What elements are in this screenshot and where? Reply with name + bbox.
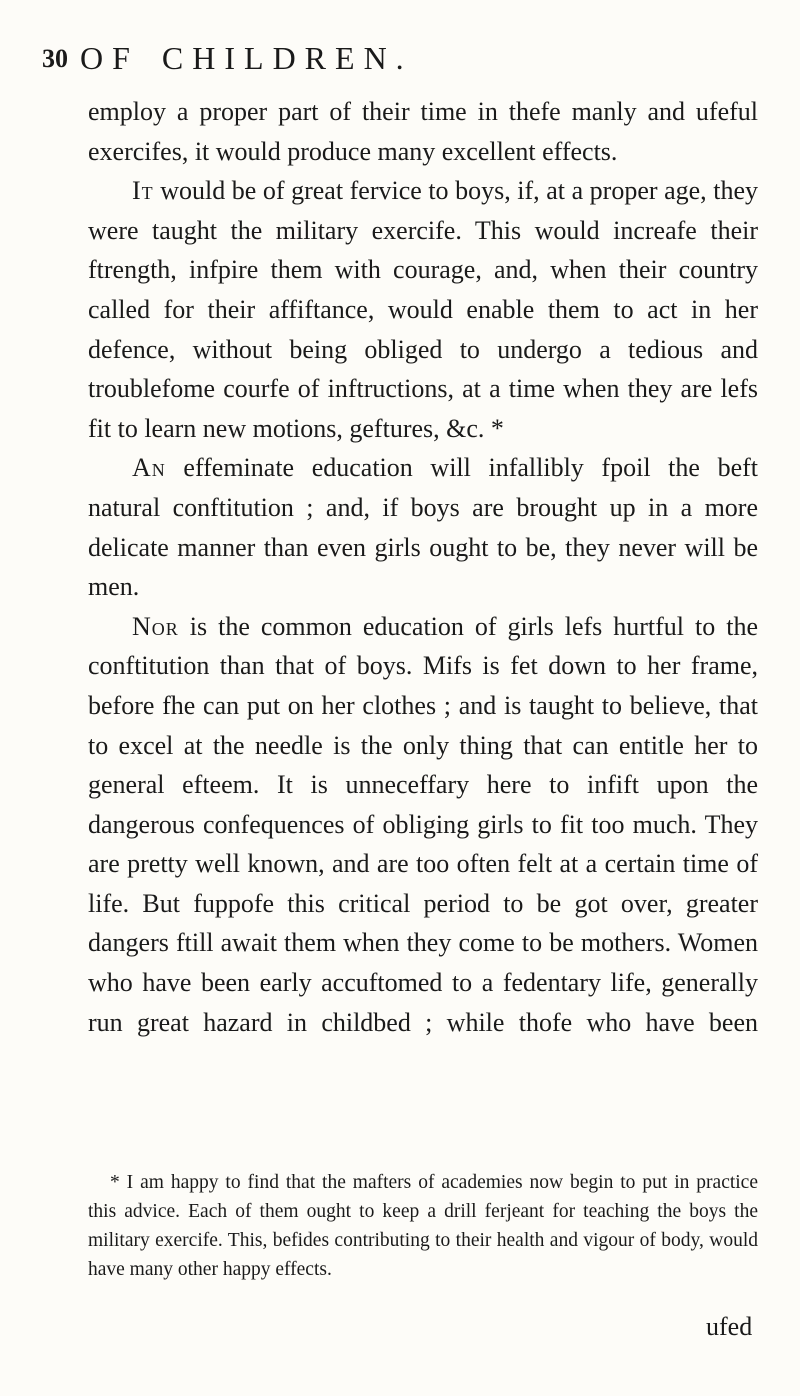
paragraph-text: is the common education of girls lefs hurtful to the conftitution than that of boys. Mifs is fet down to her frame, before fhe can put on her clothes ; and is taught to believe, that to excel at the needle is the only thing that can entitle her to general efteem. It is unneceffary here to infift upon the dangerous confequences of obliging girls to fit too much. They are pretty well known, and are too often felt at a certain time of life. But fuppofe this critical period to be got over, greater dangers ftill await them when they come to be mothers. Women who have been early accuftomed to a fedentary life, generally run great hazard in childbed ; while thofe who have been [88, 611, 758, 1037]
footnote-text: * I am happy to find that the mafters of academies now begin to put in practice this advice. Each of them ought to keep a drill ferjeant for teaching the boys the military exercife. This, befides contributing to their health and vigour of body, would have many other happy effects. [88, 1172, 758, 1280]
paragraph-text: would be of great fervice to boys, if, at a proper age, they were taught the military exercife. This would increafe their ftrength, infpire them with courage, and, when their country called for their affiftance, would enable them to act in her defence, without being obliged to undergo a tedious and troublefome courfe of inftructions, at a time when they are lefs fit to learn new motions, geftures, &c. * [88, 176, 758, 443]
paragraph-continued [88, 92, 758, 171]
paragraph-education-of-girls [88, 607, 758, 1043]
page-number: 30 [42, 44, 68, 73]
running-head [42, 40, 762, 84]
paragraph-lead-word: It [132, 176, 154, 206]
footnote [88, 1168, 758, 1284]
catchword: ufed [706, 1312, 753, 1341]
chapter-title: OF CHILDREN. [80, 40, 413, 76]
paragraph-lead-word: An [132, 453, 166, 483]
paragraph-text: employ a proper part of their time in thefe manly and ufeful exercifes, it would produce many excellent effects. [88, 97, 758, 166]
paragraph-military-exercise [88, 171, 758, 448]
paragraph-effeminate-education [88, 448, 758, 606]
paragraph-text: effeminate education will infallibly fpoil the beft natural conftitution ; and, if boys are brought up in a more delicate manner than even girls ought to be, they never will be men. [88, 453, 758, 602]
paragraph-lead-word: Nor [132, 611, 179, 641]
body-text [88, 92, 758, 1042]
